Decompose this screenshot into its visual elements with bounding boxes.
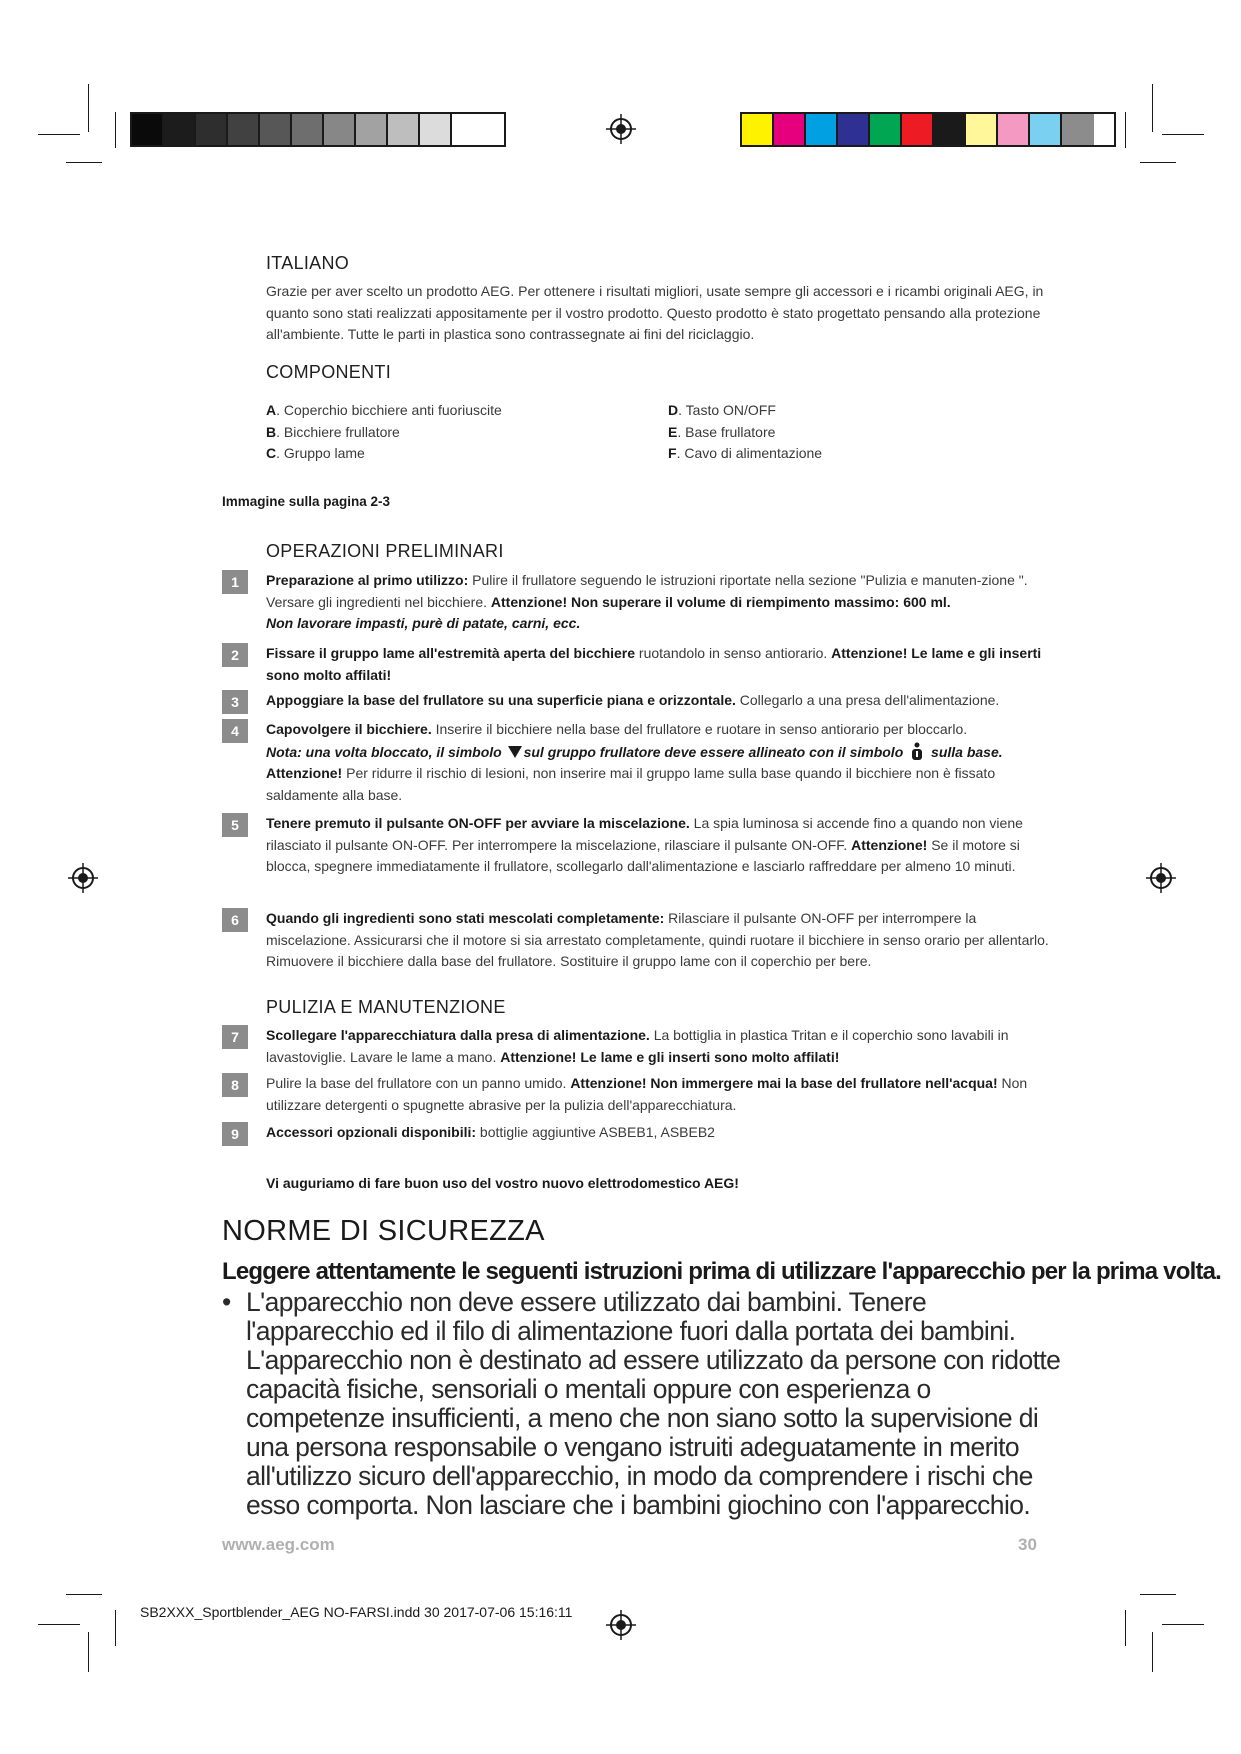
- crop-mark: [88, 1632, 89, 1672]
- section-heading-italiano: ITALIANO: [266, 253, 350, 273]
- crop-mark: [1125, 1610, 1126, 1646]
- crop-mark: [38, 134, 80, 135]
- safety-bullet-text: L'apparecchio non deve essere utilizzato dai bambini. Tenere l'apparecchio ed il filo di alimentazione fuori dalla portata dei bambini. L'apparecchio non è destinato ad essere utilizzato da persone con ridotte capacità fisiche, sensoriali o mentali oppure con esperienza o competenze insufficienti, a meno che non siano sotto la supervisione di una persona responsabile o vengano istruiti adeguatamente in merito all'utilizzo sicuro dell'apparecchio, in modo da comprendere i rischi che esso comporta. Non lasciare che i bambini giochino con l'apparecchio.: [246, 1287, 1061, 1520]
- instruction-step: 3 Appoggiare la base del frullatore su una superficie piana e orizzontale. Collegarlo a una presa dell'alimentazione.: [222, 690, 1052, 712]
- component-item: E. Base frullatore: [668, 423, 776, 440]
- color-swatch: [356, 114, 388, 145]
- section-heading-componenti: COMPONENTI: [266, 362, 392, 382]
- intro-paragraph: Grazie per aver scelto un prodotto AEG. Per ottenere i risultati migliori, usate sempre gli accessori e i ricambi originali AEG, in quanto sono stati realizzati appositamente per il vostro prodotto. Questo prodotto è stato progettato pensando alla protezione all'ambiente. Tutte le parti in plastica sono contrassegnate ai fini del riciclaggio.: [266, 283, 1044, 342]
- section-heading-operazioni: OPERAZIONI PRELIMINARI: [266, 541, 504, 561]
- step-number: 3: [222, 690, 248, 714]
- crop-mark: [1125, 112, 1126, 148]
- color-swatch: [870, 114, 902, 145]
- color-swatch: [228, 114, 260, 145]
- color-swatch: [998, 114, 1030, 145]
- color-swatch: [806, 114, 838, 145]
- color-swatch: [902, 114, 934, 145]
- crop-mark: [66, 162, 102, 163]
- color-swatch: [966, 114, 998, 145]
- component-item: F. Cavo di alimentazione: [668, 445, 823, 461]
- crop-mark: [1162, 1624, 1204, 1625]
- instruction-step: 7 Scollegare l'apparecchiatura dalla presa di alimentazione. La bottiglia in plastica Tritan e il coperchio sono lavabili in lavastoviglie. Lavare le lame a mano. Attenzione! Le lame e gli inserti sono molto affilati!: [222, 1025, 1052, 1068]
- color-swatch: [420, 114, 452, 145]
- color-swatch: [132, 114, 164, 145]
- color-swatch: [742, 114, 774, 145]
- color-swatch: [388, 114, 420, 145]
- crop-mark: [1152, 1632, 1153, 1672]
- crop-mark: [1162, 134, 1204, 135]
- step-number: 2: [222, 643, 248, 667]
- registration-mark-icon: [606, 1610, 636, 1640]
- color-swatch: [292, 114, 324, 145]
- component-item: D. Tasto ON/OFF: [668, 402, 776, 418]
- safety-title: NORME DI SICUREZZA: [222, 1215, 545, 1247]
- color-swatch: [774, 114, 806, 145]
- bullet-icon: •: [222, 1287, 231, 1317]
- color-swatch: [1030, 114, 1062, 145]
- crop-mark: [115, 112, 116, 148]
- color-swatch: [934, 114, 966, 145]
- components-list-right: [668, 400, 822, 465]
- step-number: 8: [222, 1073, 248, 1097]
- registration-mark-icon: [68, 863, 98, 893]
- instruction-step: 8 Pulire la base del frullatore con un panno umido. Attenzione! Non immergere mai la base del frullatore nell'acqua! Non utilizzare detergenti o spugnette abrasive per la pulizia dell'apparecchiatura.: [222, 1073, 1052, 1116]
- crop-mark: [1140, 1594, 1176, 1595]
- registration-mark-icon: [606, 114, 636, 144]
- step-number: 4: [222, 719, 248, 743]
- crop-mark: [1140, 162, 1176, 163]
- instruction-step: 6 Quando gli ingredienti sono stati mescolati completamente: Rilasciare il pulsante ON-OFF per interrompere la miscelazione. Assicurarsi che il motore si sia arrestato completamente, quindi ruotare il bicchiere in senso orario per allentarlo. Rimuovere il bicchiere dalla base del frullatore. Sostituire il gruppo lame con il coperchio per bere.: [222, 908, 1052, 973]
- crop-mark: [66, 1594, 102, 1595]
- section-heading-pulizia: PULIZIA E MANUTENZIONE: [266, 997, 506, 1017]
- safety-bullet: [222, 1288, 1072, 1520]
- color-swatch: [196, 114, 228, 145]
- crop-mark: [88, 84, 89, 132]
- color-swatch: [324, 114, 356, 145]
- footer-url[interactable]: www.aeg.com: [222, 1535, 335, 1554]
- closing-message: Vi auguriamo di fare buon uso del vostro nuovo elettrodomestico AEG!: [266, 1175, 739, 1191]
- page-number: 30: [1018, 1535, 1037, 1554]
- step-number: 5: [222, 813, 248, 837]
- color-swatch: [452, 114, 484, 145]
- color-swatch: [260, 114, 292, 145]
- color-swatch: [164, 114, 196, 145]
- safety-intro: Leggere attentamente le seguenti istruzioni prima di utilizzare l'apparecchio per la prima volta.: [222, 1258, 1222, 1285]
- color-swatch: [1062, 114, 1094, 145]
- step-number: 7: [222, 1025, 248, 1049]
- components-list-left: [266, 400, 502, 465]
- instruction-step: 4 Capovolgere il bicchiere. Inserire il bicchiere nella base del frullatore e ruotare in senso antiorario per bloccarlo. Nota: una volta bloccato, il simbolo sul gruppo frullatore deve essere allineato con il simbolo sulla base. Attenzione! Per ridurre il rischio di lesioni, non inserire mai il gruppo lame sulla base quando il bicchiere non è fissato saldamente alla base.: [222, 719, 1052, 806]
- instruction-step: 5 Tenere premuto il pulsante ON-OFF per avviare la miscelazione. La spia luminosa si accende fino a quando non viene rilasciato il pulsante ON-OFF. Per interrompere la miscelazione, rilasciare il pulsante ON-OFF. Attenzione! Se il motore si blocca, spegnere immediatamente il frullatore, scollegarlo dall'alimentazione e lasciarlo raffreddare per almeno 10 minuti.: [222, 813, 1052, 878]
- instruction-step: 9 Accessori opzionali disponibili: bottiglie aggiuntive ASBEB1, ASBEB2: [222, 1122, 1052, 1144]
- registration-mark-icon: [1146, 863, 1176, 893]
- step-number: 6: [222, 908, 248, 932]
- instruction-step: 1 Preparazione al primo utilizzo: Pulire il frullatore seguendo le istruzioni riportate nella sezione "Pulizia e manuten-zione ". Versare gli ingredienti nel bicchiere. Attenzione! Non superare il volume di riempimento massimo: 600 ml. Non lavorare impasti, purè di patate, carni, ecc.: [222, 570, 1052, 635]
- lock-symbol-icon: [909, 741, 925, 761]
- print-slug: SB2XXX_Sportblender_AEG NO-FARSI.indd 30 2017-07-06 15:16:11: [140, 1604, 573, 1620]
- crop-mark: [1152, 84, 1153, 132]
- step-number: 9: [222, 1122, 248, 1146]
- blade-alignment-icon: [507, 745, 523, 759]
- process-color-bar: [740, 112, 1116, 147]
- grayscale-color-bar: [130, 112, 506, 147]
- component-item: A. Coperchio bicchiere anti fuoriuscite: [266, 402, 502, 418]
- component-item: B. Bicchiere frullatore: [266, 423, 400, 440]
- instruction-step: 2 Fissare il gruppo lame all'estremità aperta del bicchiere ruotandolo in senso antiorario. Attenzione! Le lame e gli inserti sono molto affilati!: [222, 643, 1052, 686]
- step-number: 1: [222, 570, 248, 594]
- component-item: C. Gruppo lame: [266, 445, 365, 461]
- crop-mark: [38, 1624, 80, 1625]
- crop-mark: [115, 1610, 116, 1646]
- image-reference: Immagine sulla pagina 2-3: [222, 494, 391, 509]
- color-swatch: [838, 114, 870, 145]
